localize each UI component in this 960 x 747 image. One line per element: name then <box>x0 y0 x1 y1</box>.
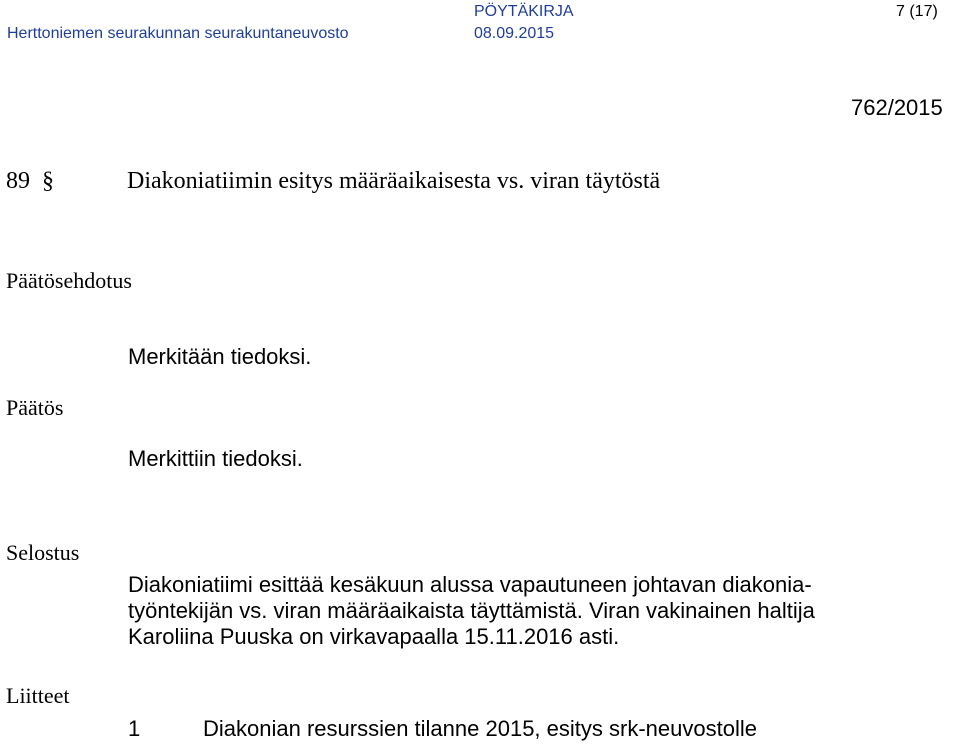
explanation-paragraph <box>128 572 815 650</box>
attachment-text: Diakonian resurssien tilanne 2015, esitys srk-neuvostolle <box>203 716 757 741</box>
decision-text: Merkittiin tiedoksi. <box>128 446 303 471</box>
document-type: PÖYTÄKIRJA <box>474 3 574 20</box>
meeting-date: 08.09.2015 <box>474 25 555 42</box>
explanation-line: Karoliina Puuska on virkavapaalla 15.11.2016 asti. <box>128 624 620 649</box>
section-symbol: § <box>42 168 54 194</box>
decision-label: Päätös <box>6 395 64 420</box>
explanation-line: Diakoniatiimi esittää kesäkuun alussa vapautuneen johtavan diakonia- <box>128 572 812 597</box>
page-number: 7 (17) <box>896 3 938 20</box>
attachment-item <box>128 716 757 742</box>
section-number: 89 <box>6 168 30 194</box>
case-number: 762/2015 <box>851 95 943 120</box>
proposal-label: Päätösehdotus <box>6 268 132 293</box>
proposal-text: Merkitään tiedoksi. <box>128 344 312 369</box>
explanation-label: Selostus <box>6 540 80 565</box>
attachment-number: 1 <box>128 716 141 741</box>
attachments-label: Liitteet <box>6 683 70 708</box>
explanation-line: työntekijän vs. viran määräaikaista täyttämistä. Viran vakinainen haltija <box>128 598 815 623</box>
section-number-group <box>6 167 54 195</box>
section-title: Diakoniatiimin esitys määräaikaisesta vs. viran täytöstä <box>127 168 661 194</box>
organization-name: Herttoniemen seurakunnan seurakuntaneuvosto <box>7 25 349 42</box>
